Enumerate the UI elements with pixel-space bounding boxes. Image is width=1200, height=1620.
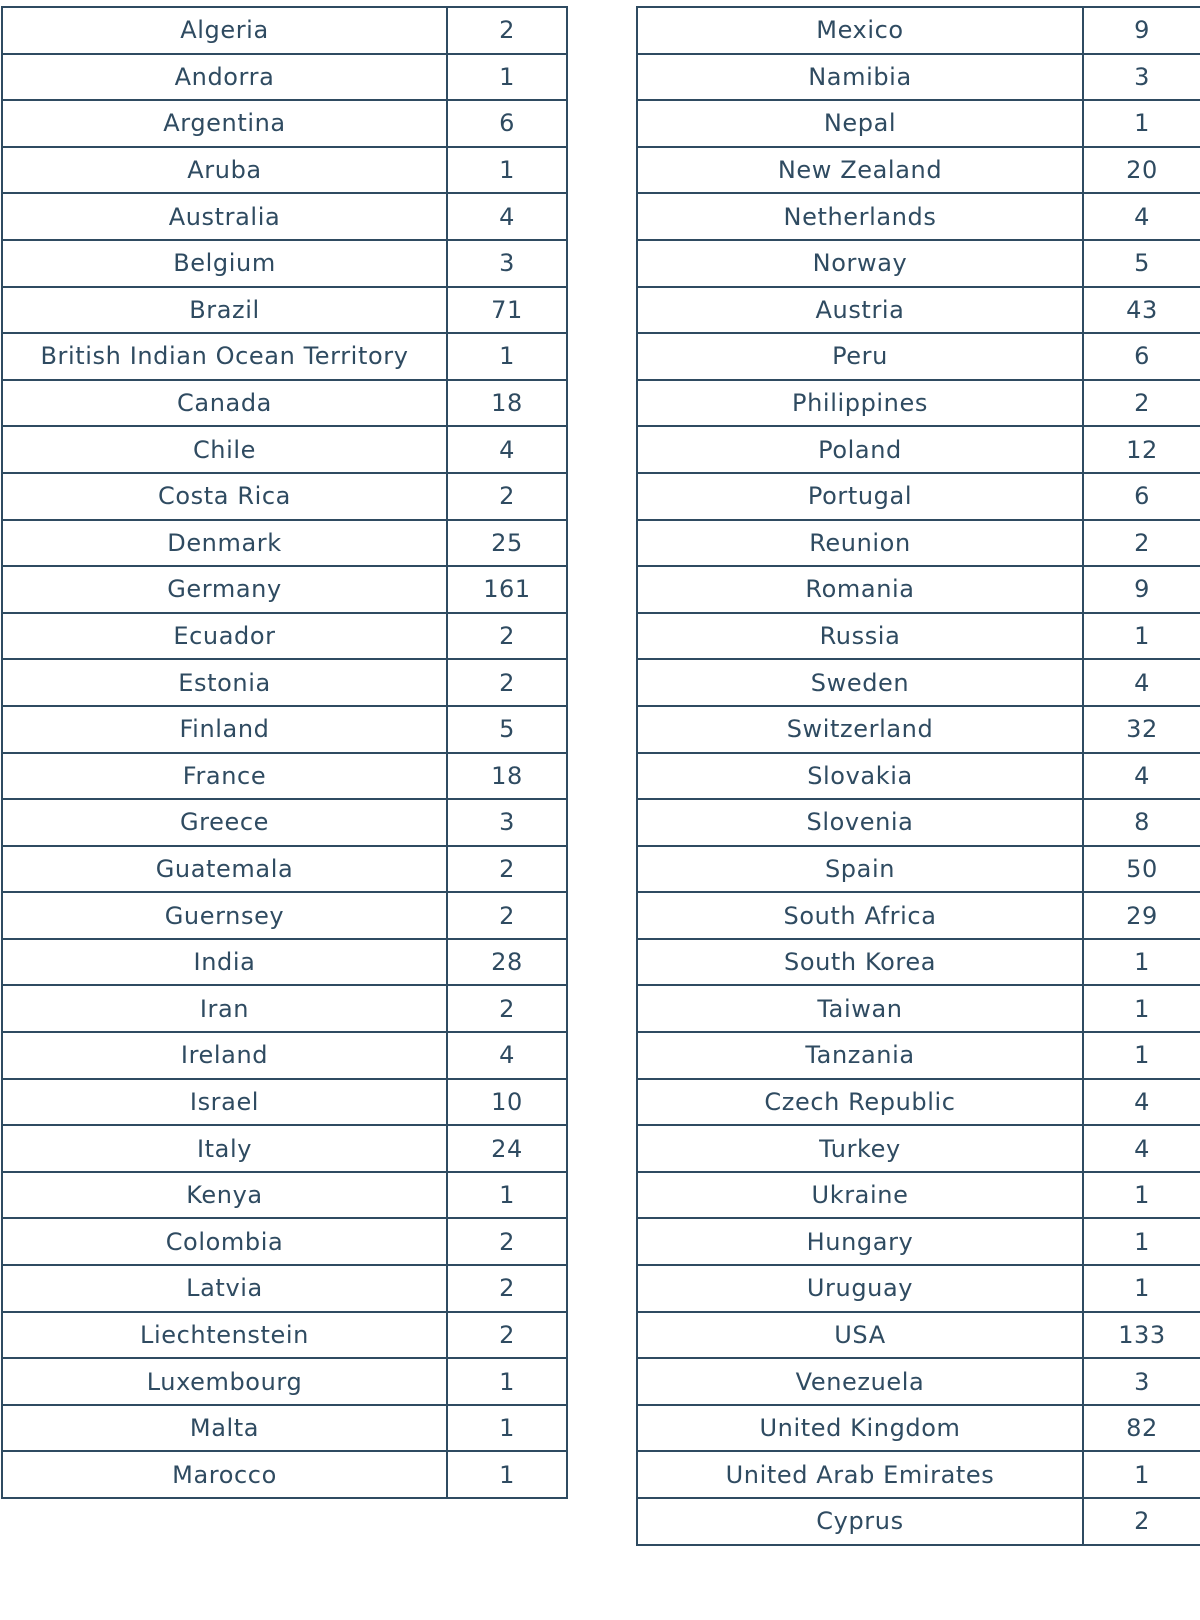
table-row	[2, 939, 567, 986]
count-cell: 8	[1083, 799, 1200, 846]
count-cell: 6	[1083, 473, 1200, 520]
count-cell: 1	[1083, 1218, 1200, 1265]
count-cell: 1	[447, 333, 567, 380]
count-cell: 32	[1083, 706, 1200, 753]
country-name-cell: Czech Republic	[637, 1079, 1083, 1126]
table-row	[2, 706, 567, 753]
country-name-cell: Iran	[2, 985, 447, 1032]
country-name-cell: Canada	[2, 380, 447, 427]
count-cell: 1	[1083, 1265, 1200, 1312]
country-name-cell: Belgium	[2, 240, 447, 287]
table-row	[2, 1032, 567, 1079]
count-cell: 4	[447, 1032, 567, 1079]
country-name-cell: Costa Rica	[2, 473, 447, 520]
country-name-cell: Marocco	[2, 1451, 447, 1498]
count-cell: 29	[1083, 892, 1200, 939]
count-cell: 1	[447, 147, 567, 194]
table-row	[2, 380, 567, 427]
country-name-cell: Guatemala	[2, 846, 447, 893]
count-cell: 3	[447, 240, 567, 287]
table-row	[637, 985, 1200, 1032]
count-cell: 50	[1083, 846, 1200, 893]
country-name-cell: Estonia	[2, 659, 447, 706]
table-row	[637, 333, 1200, 380]
count-cell: 2	[447, 892, 567, 939]
country-name-cell: Guernsey	[2, 892, 447, 939]
count-cell: 6	[1083, 333, 1200, 380]
table-row	[2, 7, 567, 54]
table-row	[637, 846, 1200, 893]
country-name-cell: Algeria	[2, 7, 447, 54]
table-row	[637, 1079, 1200, 1126]
table-row	[637, 1265, 1200, 1312]
count-cell: 133	[1083, 1312, 1200, 1359]
table-row	[2, 985, 567, 1032]
country-name-cell: Israel	[2, 1079, 447, 1126]
country-name-cell: South Korea	[637, 939, 1083, 986]
table-row	[637, 1125, 1200, 1172]
table-row	[2, 193, 567, 240]
table-row	[637, 1451, 1200, 1498]
table-row	[637, 566, 1200, 613]
country-name-cell: Ireland	[2, 1032, 447, 1079]
table-row	[637, 520, 1200, 567]
table-row	[2, 659, 567, 706]
country-name-cell: Colombia	[2, 1218, 447, 1265]
country-name-cell: Germany	[2, 566, 447, 613]
country-name-cell: Greece	[2, 799, 447, 846]
table-row	[2, 566, 567, 613]
table-row	[2, 240, 567, 287]
table-row	[2, 1218, 567, 1265]
count-cell: 2	[447, 1265, 567, 1312]
country-name-cell: Sweden	[637, 659, 1083, 706]
count-cell: 2	[447, 473, 567, 520]
country-name-cell: Italy	[2, 1125, 447, 1172]
country-name-cell: Finland	[2, 706, 447, 753]
table-row	[637, 426, 1200, 473]
count-cell: 1	[1083, 1032, 1200, 1079]
country-name-cell: Switzerland	[637, 706, 1083, 753]
count-cell: 82	[1083, 1405, 1200, 1452]
table-row	[637, 193, 1200, 240]
table-row	[2, 147, 567, 194]
table-row	[2, 473, 567, 520]
country-name-cell: Malta	[2, 1405, 447, 1452]
count-cell: 3	[447, 799, 567, 846]
country-name-cell: Denmark	[2, 520, 447, 567]
country-name-cell: Hungary	[637, 1218, 1083, 1265]
country-name-cell: Chile	[2, 426, 447, 473]
count-cell: 24	[447, 1125, 567, 1172]
count-cell: 2	[1083, 380, 1200, 427]
table-row	[2, 54, 567, 101]
country-name-cell: Luxembourg	[2, 1358, 447, 1405]
table-row	[2, 1172, 567, 1219]
count-cell: 4	[1083, 1125, 1200, 1172]
country-name-cell: USA	[637, 1312, 1083, 1359]
table-row	[637, 706, 1200, 753]
country-name-cell: Uruguay	[637, 1265, 1083, 1312]
count-cell: 2	[447, 659, 567, 706]
country-name-cell: Cyprus	[637, 1498, 1083, 1545]
table-row	[637, 54, 1200, 101]
table-row	[2, 520, 567, 567]
country-name-cell: Russia	[637, 613, 1083, 660]
country-name-cell: Liechtenstein	[2, 1312, 447, 1359]
count-cell: 1	[1083, 613, 1200, 660]
country-name-cell: Mexico	[637, 7, 1083, 54]
table-row	[637, 1032, 1200, 1079]
country-name-cell: Portugal	[637, 473, 1083, 520]
country-name-cell: India	[2, 939, 447, 986]
count-cell: 161	[447, 566, 567, 613]
count-cell: 2	[1083, 1498, 1200, 1545]
table-row	[637, 1358, 1200, 1405]
count-cell: 1	[1083, 1451, 1200, 1498]
country-name-cell: Ukraine	[637, 1172, 1083, 1219]
count-cell: 2	[447, 985, 567, 1032]
table-row	[637, 7, 1200, 54]
country-name-cell: Latvia	[2, 1265, 447, 1312]
count-cell: 2	[447, 7, 567, 54]
country-table-left	[1, 6, 568, 1499]
count-cell: 2	[447, 613, 567, 660]
country-name-cell: United Arab Emirates	[637, 1451, 1083, 1498]
count-cell: 2	[1083, 520, 1200, 567]
count-cell: 3	[1083, 1358, 1200, 1405]
count-cell: 12	[1083, 426, 1200, 473]
count-cell: 25	[447, 520, 567, 567]
country-name-cell: Turkey	[637, 1125, 1083, 1172]
table-row	[637, 473, 1200, 520]
table-row	[2, 613, 567, 660]
count-cell: 2	[447, 846, 567, 893]
count-cell: 18	[447, 380, 567, 427]
table-row	[637, 939, 1200, 986]
country-name-cell: Kenya	[2, 1172, 447, 1219]
country-name-cell: Brazil	[2, 287, 447, 334]
country-name-cell: Netherlands	[637, 193, 1083, 240]
count-cell: 4	[1083, 1079, 1200, 1126]
country-name-cell: Norway	[637, 240, 1083, 287]
country-name-cell: Reunion	[637, 520, 1083, 567]
country-name-cell: Slovenia	[637, 799, 1083, 846]
country-name-cell: Poland	[637, 426, 1083, 473]
table-row	[637, 380, 1200, 427]
count-cell: 9	[1083, 566, 1200, 613]
table-row	[637, 1405, 1200, 1452]
table-row	[637, 1312, 1200, 1359]
count-cell: 5	[1083, 240, 1200, 287]
table-row	[637, 799, 1200, 846]
table-row	[2, 799, 567, 846]
table-row	[2, 1312, 567, 1359]
country-name-cell: Argentina	[2, 100, 447, 147]
count-cell: 6	[447, 100, 567, 147]
country-name-cell: Australia	[2, 193, 447, 240]
country-name-cell: Austria	[637, 287, 1083, 334]
count-cell: 9	[1083, 7, 1200, 54]
table-row	[2, 846, 567, 893]
table-row	[637, 1172, 1200, 1219]
country-name-cell: Venezuela	[637, 1358, 1083, 1405]
country-name-cell: New Zealand	[637, 147, 1083, 194]
country-name-cell: South Africa	[637, 892, 1083, 939]
country-name-cell: Aruba	[2, 147, 447, 194]
count-cell: 1	[447, 1451, 567, 1498]
table-row	[2, 100, 567, 147]
count-cell: 4	[447, 193, 567, 240]
country-name-cell: British Indian Ocean Territory	[2, 333, 447, 380]
count-cell: 4	[1083, 659, 1200, 706]
country-name-cell: Tanzania	[637, 1032, 1083, 1079]
count-cell: 4	[1083, 193, 1200, 240]
country-name-cell: France	[2, 753, 447, 800]
table-row	[637, 147, 1200, 194]
count-cell: 20	[1083, 147, 1200, 194]
table-row	[637, 613, 1200, 660]
table-row	[637, 1218, 1200, 1265]
country-name-cell: Nepal	[637, 100, 1083, 147]
count-cell: 2	[447, 1218, 567, 1265]
count-cell: 3	[1083, 54, 1200, 101]
count-cell: 1	[1083, 985, 1200, 1032]
count-cell: 2	[447, 1312, 567, 1359]
country-name-cell: Philippines	[637, 380, 1083, 427]
count-cell: 28	[447, 939, 567, 986]
country-name-cell: Ecuador	[2, 613, 447, 660]
table-row	[637, 892, 1200, 939]
count-cell: 1	[1083, 100, 1200, 147]
table-row	[2, 1358, 567, 1405]
count-cell: 71	[447, 287, 567, 334]
table-row	[2, 753, 567, 800]
country-name-cell: Peru	[637, 333, 1083, 380]
count-cell: 1	[447, 1172, 567, 1219]
country-name-cell: Slovakia	[637, 753, 1083, 800]
country-name-cell: Namibia	[637, 54, 1083, 101]
country-name-cell: Andorra	[2, 54, 447, 101]
count-cell: 10	[447, 1079, 567, 1126]
country-table-right	[636, 6, 1200, 1546]
table-row	[637, 1498, 1200, 1545]
table-row	[2, 1451, 567, 1498]
count-cell: 1	[447, 1358, 567, 1405]
count-cell: 1	[447, 54, 567, 101]
table-row	[637, 100, 1200, 147]
count-cell: 4	[447, 426, 567, 473]
count-cell: 18	[447, 753, 567, 800]
table-row	[637, 753, 1200, 800]
country-name-cell: United Kingdom	[637, 1405, 1083, 1452]
table-row	[2, 892, 567, 939]
country-name-cell: Spain	[637, 846, 1083, 893]
count-cell: 1	[1083, 939, 1200, 986]
table-row	[637, 240, 1200, 287]
table-row	[2, 1265, 567, 1312]
table-row	[637, 659, 1200, 706]
table-row	[2, 426, 567, 473]
table-row	[637, 287, 1200, 334]
table-row	[2, 287, 567, 334]
table-row	[2, 1405, 567, 1452]
table-row	[2, 1125, 567, 1172]
table-row	[2, 1079, 567, 1126]
count-cell: 1	[447, 1405, 567, 1452]
count-cell: 43	[1083, 287, 1200, 334]
country-name-cell: Taiwan	[637, 985, 1083, 1032]
count-cell: 4	[1083, 753, 1200, 800]
count-cell: 1	[1083, 1172, 1200, 1219]
country-name-cell: Romania	[637, 566, 1083, 613]
count-cell: 5	[447, 706, 567, 753]
table-row	[2, 333, 567, 380]
